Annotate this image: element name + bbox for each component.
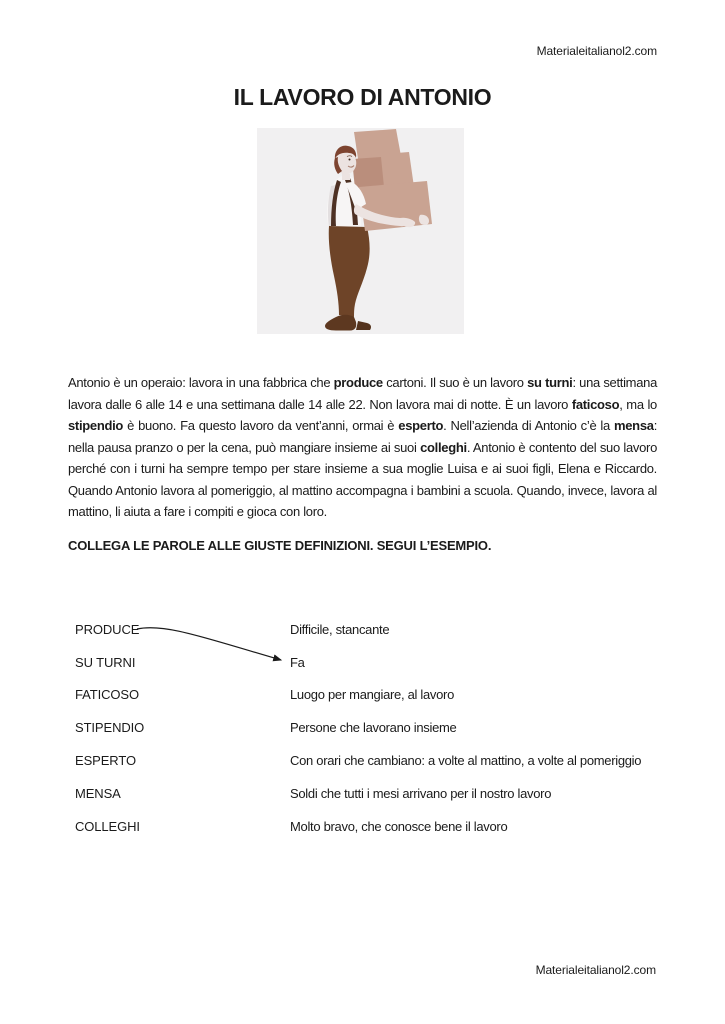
exercise-definition: Luogo per mangiare, al lavoro	[290, 687, 455, 703]
vocab-word-bold: mensa	[613, 418, 654, 433]
exercise-word: FATICOSO	[75, 687, 139, 703]
exercise-definition: Soldi che tutti i mesi arrivano per il nostro lavoro	[290, 785, 552, 801]
exercise-definition: Con orari che cambiano: a volte al mattino, a volte al pomeriggio	[290, 753, 642, 769]
vocab-word-bold: stipendio	[68, 418, 124, 433]
exercise-word: SU TURNI	[75, 654, 136, 670]
text-segment: cartoni. Il suo è un lavoro	[382, 375, 528, 390]
exercise-word: COLLEGHI	[75, 818, 140, 834]
vocab-word-bold: colleghi	[420, 439, 467, 455]
exercise-word: STIPENDIO	[75, 720, 145, 736]
matching-row	[75, 711, 685, 744]
exercise-definition: Fa	[290, 654, 305, 670]
example-arrow	[130, 618, 300, 670]
exercise-word: PRODUCE	[75, 621, 140, 637]
page-title: IL LAVORO DI ANTONIO	[233, 84, 492, 110]
exercise-definition: Molto bravo, che conosce bene il lavoro	[290, 818, 508, 834]
matching-row	[75, 810, 685, 843]
exercise-instruction: COLLEGA LE PAROLE ALLE GIUSTE DEFINIZIONI. SEGUI L’ESEMPIO.	[68, 538, 492, 553]
matching-row	[75, 679, 685, 712]
site-footer: Materialeitalianol2.com	[535, 963, 656, 977]
exercise-word: MENSA	[75, 785, 121, 801]
text-segment: . Nell’azienda di Antonio c’è la	[443, 418, 614, 433]
man-carrying-boxes-illustration	[257, 128, 464, 334]
matching-row	[75, 744, 685, 777]
text-segment: , ma lo	[619, 396, 657, 412]
exercise-definition: Difficile, stancante	[290, 621, 390, 637]
vocab-word-bold: esperto	[398, 418, 444, 433]
exercise-word: ESPERTO	[75, 753, 136, 769]
vocab-word-bold: faticoso	[571, 396, 620, 412]
text-segment: : una settimana lavora dalle 6 alle 14 e una settimana dalle 14 alle 22. Non lavora mai di notte. È un lavoro	[68, 375, 658, 412]
vocab-word-bold: su turni	[527, 375, 573, 390]
text-segment: . Antonio è contento del suo lavoro perché con i turni ha sempre tempo per stare insieme a sua moglie Luisa e ai suoi figli, Elena e Riccardo. Quando Antonio lavora al pomeriggio, al mattino accompagna i bambini a scuola. Quando, invece, lavora al mattino, li aiuta a fare i compiti e gioca con loro.	[68, 439, 657, 519]
matching-row	[75, 777, 685, 810]
text-segment: è buono. Fa questo lavoro da vent’anni, ormai è	[123, 418, 399, 433]
text-segment: : nella pausa pranzo o per la cena, può mangiare insieme ai suoi	[68, 418, 657, 455]
exercise-definition: Persone che lavorano insieme	[290, 720, 457, 736]
text-segment: Antonio è un operaio: lavora in una fabbrica che	[68, 375, 334, 390]
man-carrying-boxes-svg	[257, 128, 464, 334]
reading-text	[68, 372, 657, 523]
site-header: Materialeitalianol2.com	[536, 44, 657, 58]
vocab-word-bold: produce	[333, 375, 383, 390]
